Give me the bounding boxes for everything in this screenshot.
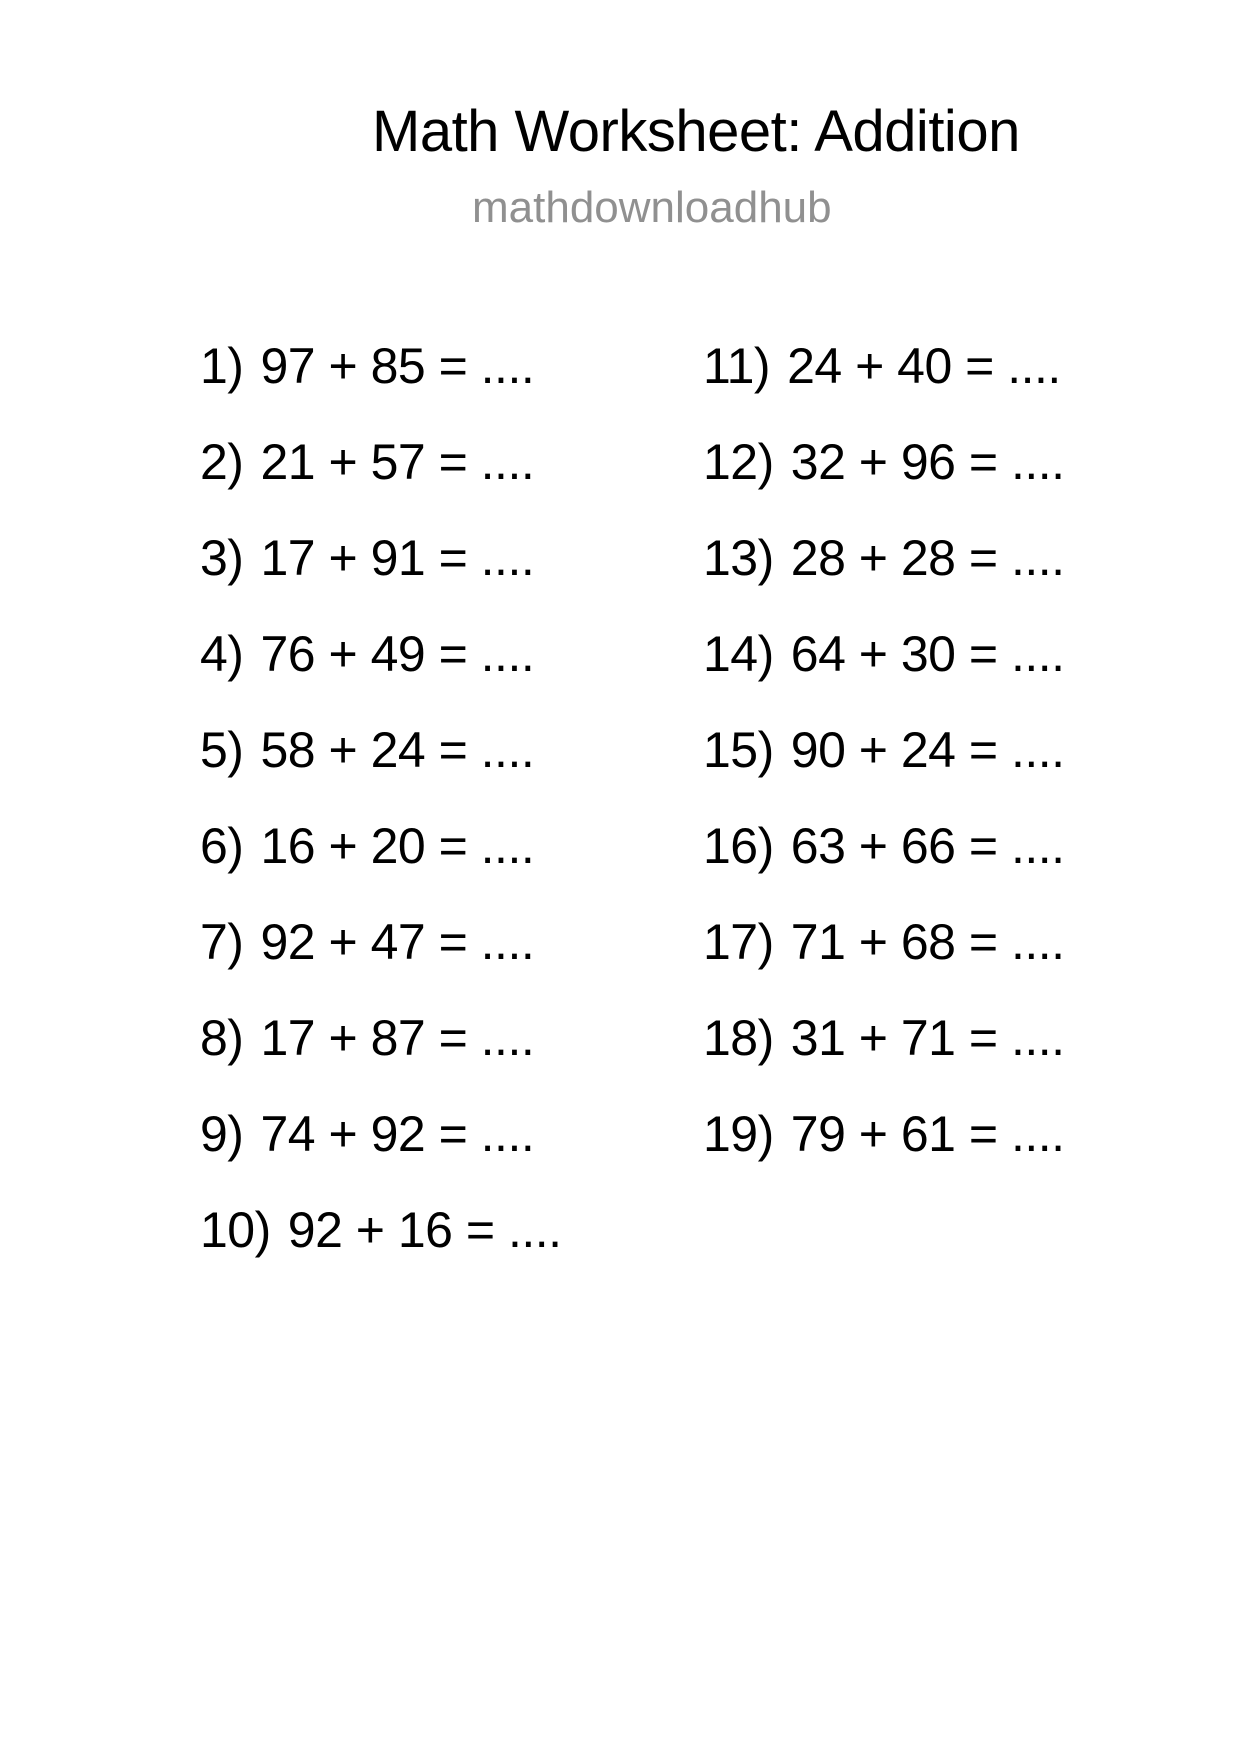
page-subtitle: mathdownloadhub [472,183,832,232]
problem-expression: 17 + 91 = .... [260,530,535,586]
problem-number: 13) [703,530,774,586]
problem-row [703,990,1065,1086]
problem-row [200,318,562,414]
problem-expression: 31 + 71 = .... [790,1010,1065,1066]
problem-expression: 90 + 24 = .... [790,722,1065,778]
problem-number: 17) [703,914,774,970]
problem-expression: 64 + 30 = .... [790,626,1065,682]
problem-number: 14) [703,626,774,682]
problem-row [703,606,1065,702]
problem-expression: 97 + 85 = .... [260,338,535,394]
problem-number: 11) [703,338,771,394]
problem-number: 10) [200,1202,271,1258]
problem-row [703,1086,1065,1182]
problem-expression: 32 + 96 = .... [790,434,1065,490]
problem-expression: 24 + 40 = .... [787,338,1061,394]
problem-expression: 79 + 61 = .... [790,1106,1065,1162]
problem-row [200,510,562,606]
problem-row [200,414,562,510]
problem-number: 16) [703,818,774,874]
problem-expression: 21 + 57 = .... [260,434,535,490]
problem-row [200,798,562,894]
problem-row [200,990,562,1086]
problem-row [703,798,1065,894]
problem-number: 8) [200,1010,244,1066]
problem-row [200,702,562,798]
page-title: Math Worksheet: Addition [372,99,1020,164]
problem-expression: 28 + 28 = .... [790,530,1065,586]
problem-expression: 92 + 16 = .... [287,1202,562,1258]
problems-column-left [200,318,562,1278]
problem-row [703,414,1065,510]
problem-row [200,1182,562,1278]
problem-row [200,894,562,990]
problem-expression: 58 + 24 = .... [260,722,535,778]
problem-number: 9) [200,1106,244,1162]
problem-expression: 71 + 68 = .... [790,914,1065,970]
problem-row [703,510,1065,606]
problem-number: 1) [200,338,244,394]
problem-row [200,606,562,702]
problem-number: 3) [200,530,244,586]
problems-column-right [703,318,1065,1182]
problem-number: 6) [200,818,244,874]
problem-number: 12) [703,434,774,490]
problem-expression: 92 + 47 = .... [260,914,535,970]
problem-number: 15) [703,722,774,778]
problem-number: 2) [200,434,244,490]
problem-expression: 74 + 92 = .... [260,1106,535,1162]
problem-number: 5) [200,722,244,778]
problem-number: 18) [703,1010,774,1066]
problem-expression: 76 + 49 = .... [260,626,535,682]
problem-row [703,318,1065,414]
problem-number: 4) [200,626,244,682]
problem-expression: 17 + 87 = .... [260,1010,535,1066]
problem-number: 19) [703,1106,774,1162]
problem-row [703,702,1065,798]
problem-row [703,894,1065,990]
problem-expression: 16 + 20 = .... [260,818,535,874]
problem-expression: 63 + 66 = .... [790,818,1065,874]
problem-number: 7) [200,914,244,970]
problem-row [200,1086,562,1182]
